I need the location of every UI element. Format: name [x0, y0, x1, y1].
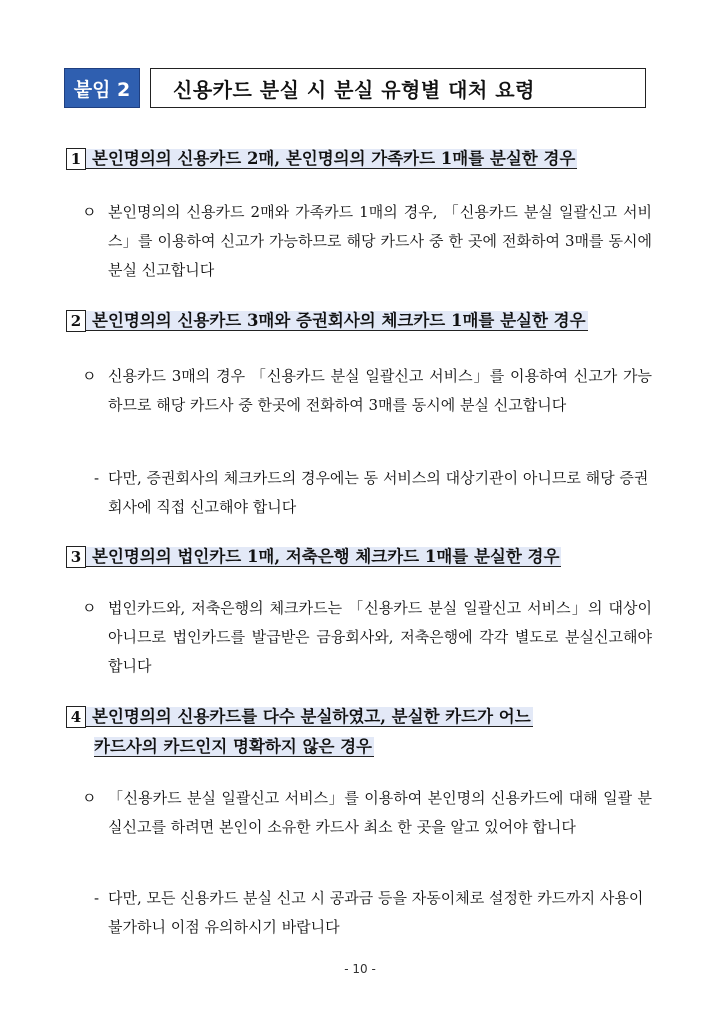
section-heading-continuation: 카드사의 카드인지 명확하지 않은 경우 — [94, 737, 373, 756]
bullet-icon: ㅇ — [82, 367, 97, 385]
section-1-paragraph — [82, 198, 652, 285]
paragraph-text: 법인카드와, 저축은행의 체크카드는 「신용카드 분실 일괄신고 서비스」의 대상이 아니므로 법인카드를 발급받은 금융회사와, 저축은행에 각각 별도로 분실신고해야 합니다 — [108, 599, 652, 675]
section-number: 1 — [66, 148, 86, 170]
section-3-paragraph — [82, 594, 652, 681]
dash-icon: - — [94, 889, 100, 907]
section-4-note — [94, 884, 652, 942]
paragraph-text: 「신용카드 분실 일괄신고 서비스」를 이용하여 본인명의 신용카드에 대해 일괄 분실신고를 하려면 본인이 소유한 카드사 최소 한 곳을 알고 있어야 합니다 — [108, 789, 652, 836]
section-3-heading — [66, 542, 561, 572]
section-heading-text: 본인명의의 법인카드 1매, 저축은행 체크카드 1매를 분실한 경우 — [92, 547, 560, 566]
section-number: 2 — [66, 310, 86, 332]
note-text: 다만, 증권회사의 체크카드의 경우에는 동 서비스의 대상기관이 아니므로 해당 증권회사에 직접 신고해야 합니다 — [108, 469, 649, 516]
paragraph-text: 신용카드 3매의 경우 「신용카드 분실 일괄신고 서비스」를 이용하여 신고가 가능하므로 해당 카드사 중 한곳에 전화하여 3매를 동시에 분실 신고합니다 — [108, 367, 652, 414]
section-2-note — [94, 464, 652, 522]
section-2-paragraph — [82, 362, 652, 420]
attachment-tag: 붙임 2 — [64, 68, 140, 108]
section-4-paragraph — [82, 784, 652, 842]
section-1-heading — [66, 144, 577, 174]
paragraph-text: 본인명의의 신용카드 2매와 가족카드 1매의 경우, 「신용카드 분실 일괄신고 서비스」를 이용하여 신고가 가능하므로 해당 카드사 중 한 곳에 전화하여 3매를 동시에 분실 신고합니다 — [108, 203, 652, 279]
title-row — [64, 68, 646, 108]
page-title: 신용카드 분실 시 분실 유형별 대처 요령 — [150, 68, 646, 108]
bullet-icon: ㅇ — [82, 789, 97, 807]
bullet-icon: ㅇ — [82, 599, 97, 617]
dash-icon: - — [94, 469, 100, 487]
page-number: - 10 - — [344, 962, 376, 976]
section-4-heading — [66, 702, 533, 762]
section-heading-text: 본인명의의 신용카드를 다수 분실하였고, 분실한 카드가 어느 — [92, 707, 531, 726]
section-2-heading — [66, 306, 588, 336]
section-number: 4 — [66, 706, 86, 728]
note-text: 다만, 모든 신용카드 분실 신고 시 공과금 등을 자동이체로 설정한 카드까지 사용이 불가하니 이점 유의하시기 바랍니다 — [108, 889, 644, 936]
section-heading-text: 본인명의의 신용카드 2매, 본인명의의 가족카드 1매를 분실한 경우 — [92, 149, 576, 168]
section-number: 3 — [66, 546, 86, 568]
bullet-icon: ㅇ — [82, 203, 97, 221]
section-heading-text: 본인명의의 신용카드 3매와 증권회사의 체크카드 1매를 분실한 경우 — [92, 311, 586, 330]
